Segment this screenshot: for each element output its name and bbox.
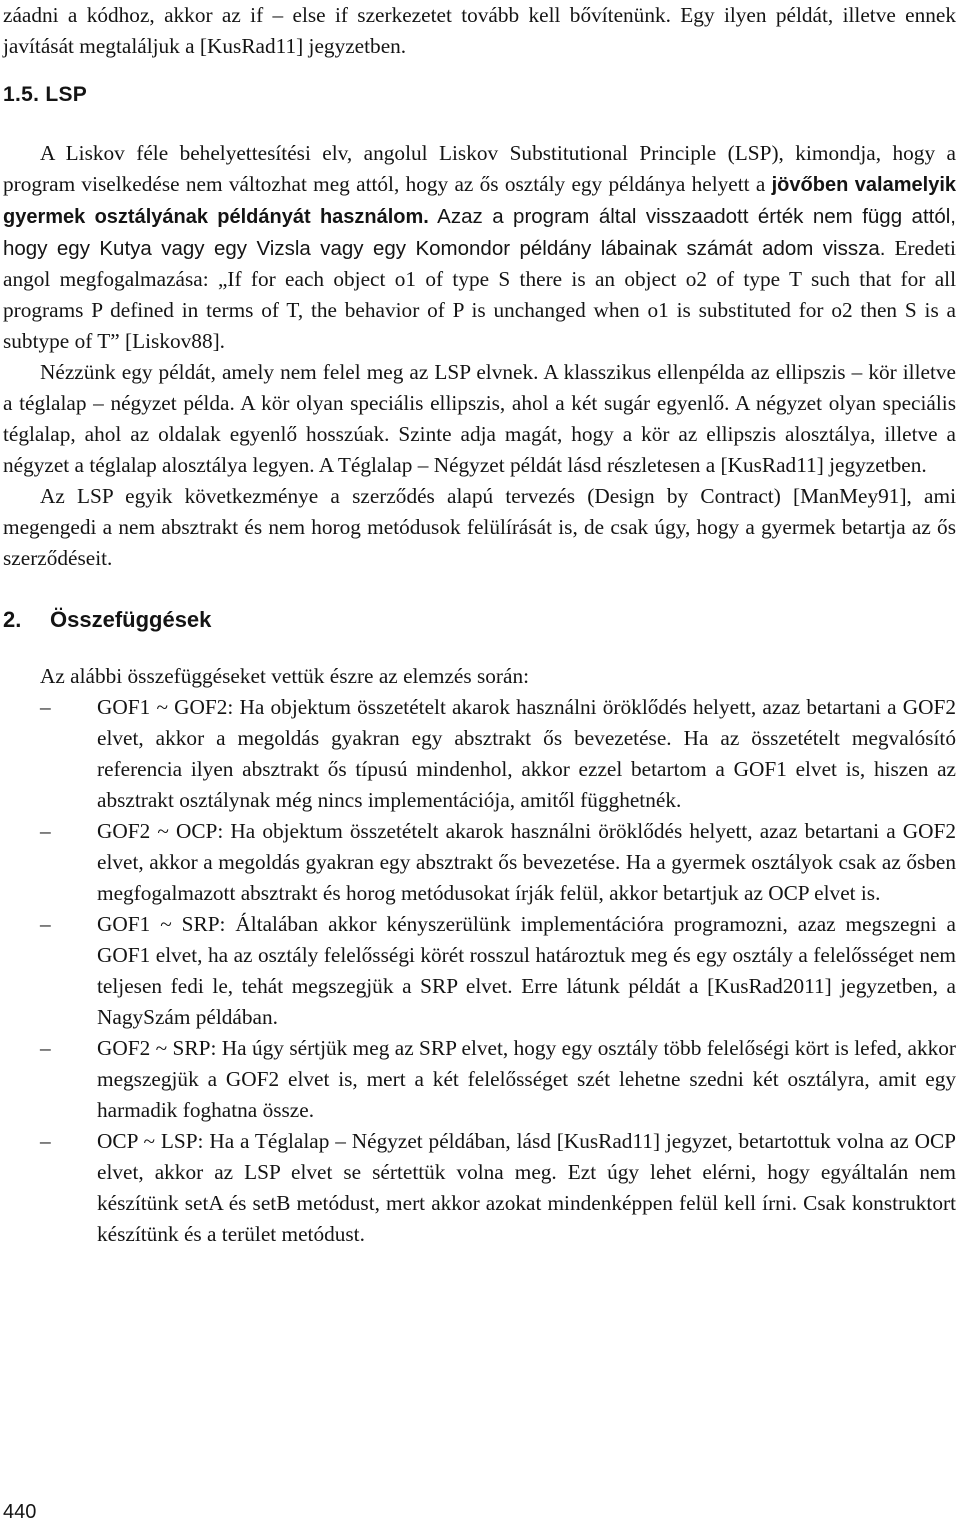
list-item-text: GOF2 ~ SRP: Ha úgy sértjük meg az SRP elvet, hogy egy osztály több felelőségi kört is lefed, akkor megszegjük a GOF2 elvet is, mert a két felelősséget szét lehetne szedni két osztályra, amit egy harmadik foghatna össze.	[97, 1036, 956, 1122]
list-item-text: GOF1 ~ GOF2: Ha objektum összetételt akarok használni öröklődés helyett, azaz betartani a GOF2 elvet, akkor a megoldás gyakran egy absztrakt ős bevezetése. Ha az összetételt megvalósító referencia ilyen absztrakt ős típusú mindenhol, akkor ezzel betartom a GOF1 elvet is, hiszen az absztrakt osztálynak még nincs implementációja, amitől függhetnék.	[97, 695, 956, 812]
list-item-text: GOF1 ~ SRP: Általában akkor kényszerülünk implementációra programozni, azaz megszegni a GOF1 elvet, ha az osztály felelősségi körét rosszul határoztuk meg és egy osztály a felelősséget nem teljesen fedi le, tehát megszegjük a SRP elvet. Erre látunk példát a [KusRad2011] jegyzetben, a NagySzám példában.	[97, 912, 956, 1029]
intro-paragraph: záadni a kódhoz, akkor az if – else if szerkezetet tovább kell bővítenünk. Egy ilyen példát, illetve ennek javítását megtaláljuk a [KusRad11] jegyzetben.	[3, 3, 956, 58]
lsp-paragraph-contract: Az LSP egyik következménye a szerződés alapú tervezés (Design by Contract) [ManMey91], ami megengedi a nem absztrakt és nem horog metódusok felülírását is, de csak úgy, hogy a gyermek betartja az ős szerződéseit.	[3, 484, 956, 570]
list-item	[3, 816, 956, 909]
dash-marker: –	[40, 912, 51, 936]
list-item-text: OCP ~ LSP: Ha a Téglalap – Négyzet példában, lásd [KusRad11] jegyzet, betartottuk volna az OCP elvet, akkor az LSP elvet se sértettük volna meg. Ezt úgy lehet elérni, hogy egyáltalán nem készítünk setA és setB metódust, mert akkor azokat mindenképpen felül kell írni. Csak konstruktort készítünk és a terület metódust.	[97, 1129, 956, 1246]
list-item	[3, 909, 956, 1033]
lsp-paragraph-example: Nézzünk egy példát, amely nem felel meg az LSP elvnek. A klasszikus ellenpélda az ellipszis – kör illetve a téglalap – négyzet példa. A kör olyan speciális ellipszis, ahol a két sugár egyenlő. A négyzet olyan speciális téglalap, ahol az oldalak egyenlő hosszúak. Szinte adja magát, hogy a kör az ellipszis alosztálya, illetve a négyzet a téglalap alosztálya legyen. A Téglalap – Négyzet példát lásd részletesen a [KusRad11] jegyzetben.	[3, 360, 956, 477]
dash-marker: –	[40, 695, 51, 719]
document-page	[3, 0, 956, 1250]
lsp-definition-text: A Liskov féle behelyettesítési elv, angolul Liskov Substitutional Principle (LSP), kimondja, hogy a program viselkedése nem változhat meg attól, hogy az ős osztály egy példánya helyett a	[3, 141, 956, 196]
lsp-example-text: Azaz a program által visszaadott érték nem függ attól, hogy egy Kutya vagy egy Vizsla vagy egy Komondor példány lábainak számát adom vissza.	[3, 205, 956, 260]
relations-list	[3, 692, 956, 1250]
section-intro: Az alábbi összefüggéseket vettük észre az elemzés során:	[40, 664, 530, 688]
page-number: 440	[3, 1501, 37, 1523]
lsp-definition-emphasis: jövőben valamelyik gyermek osztályának példányát használom.	[3, 174, 957, 228]
lsp-original-quote: Eredeti angol megfogalmazása: „If for each object o1 of type S there is an object o2 of type T such that for all programs P defined in terms of T, the behavior of P is unchanged when o1 is substituted for o2 then S is a subtype of T” [Liskov88].	[3, 236, 956, 353]
section-heading	[3, 604, 956, 635]
lsp-paragraph-definition	[3, 138, 956, 357]
dash-marker: –	[40, 1129, 51, 1153]
subsection-heading-lsp: 1.5. LSP	[3, 83, 88, 106]
section-number: 2.	[3, 607, 22, 632]
dash-marker: –	[40, 819, 51, 843]
section-title: Összefüggések	[50, 607, 212, 632]
list-item	[3, 692, 956, 816]
list-item	[3, 1033, 956, 1126]
list-item	[3, 1126, 956, 1250]
list-item-text: GOF2 ~ OCP: Ha objektum összetételt akarok használni öröklődés helyett, azaz betartani a GOF2 elvet, akkor a megoldás gyakran egy absztrakt ős bevezetése. Ha a gyermek osztályok csak az ősben megfogalmazott absztrakt és horog metódusokat írják felül, akkor betartjuk az OCP elvet is.	[97, 819, 956, 905]
dash-marker: –	[40, 1036, 51, 1060]
